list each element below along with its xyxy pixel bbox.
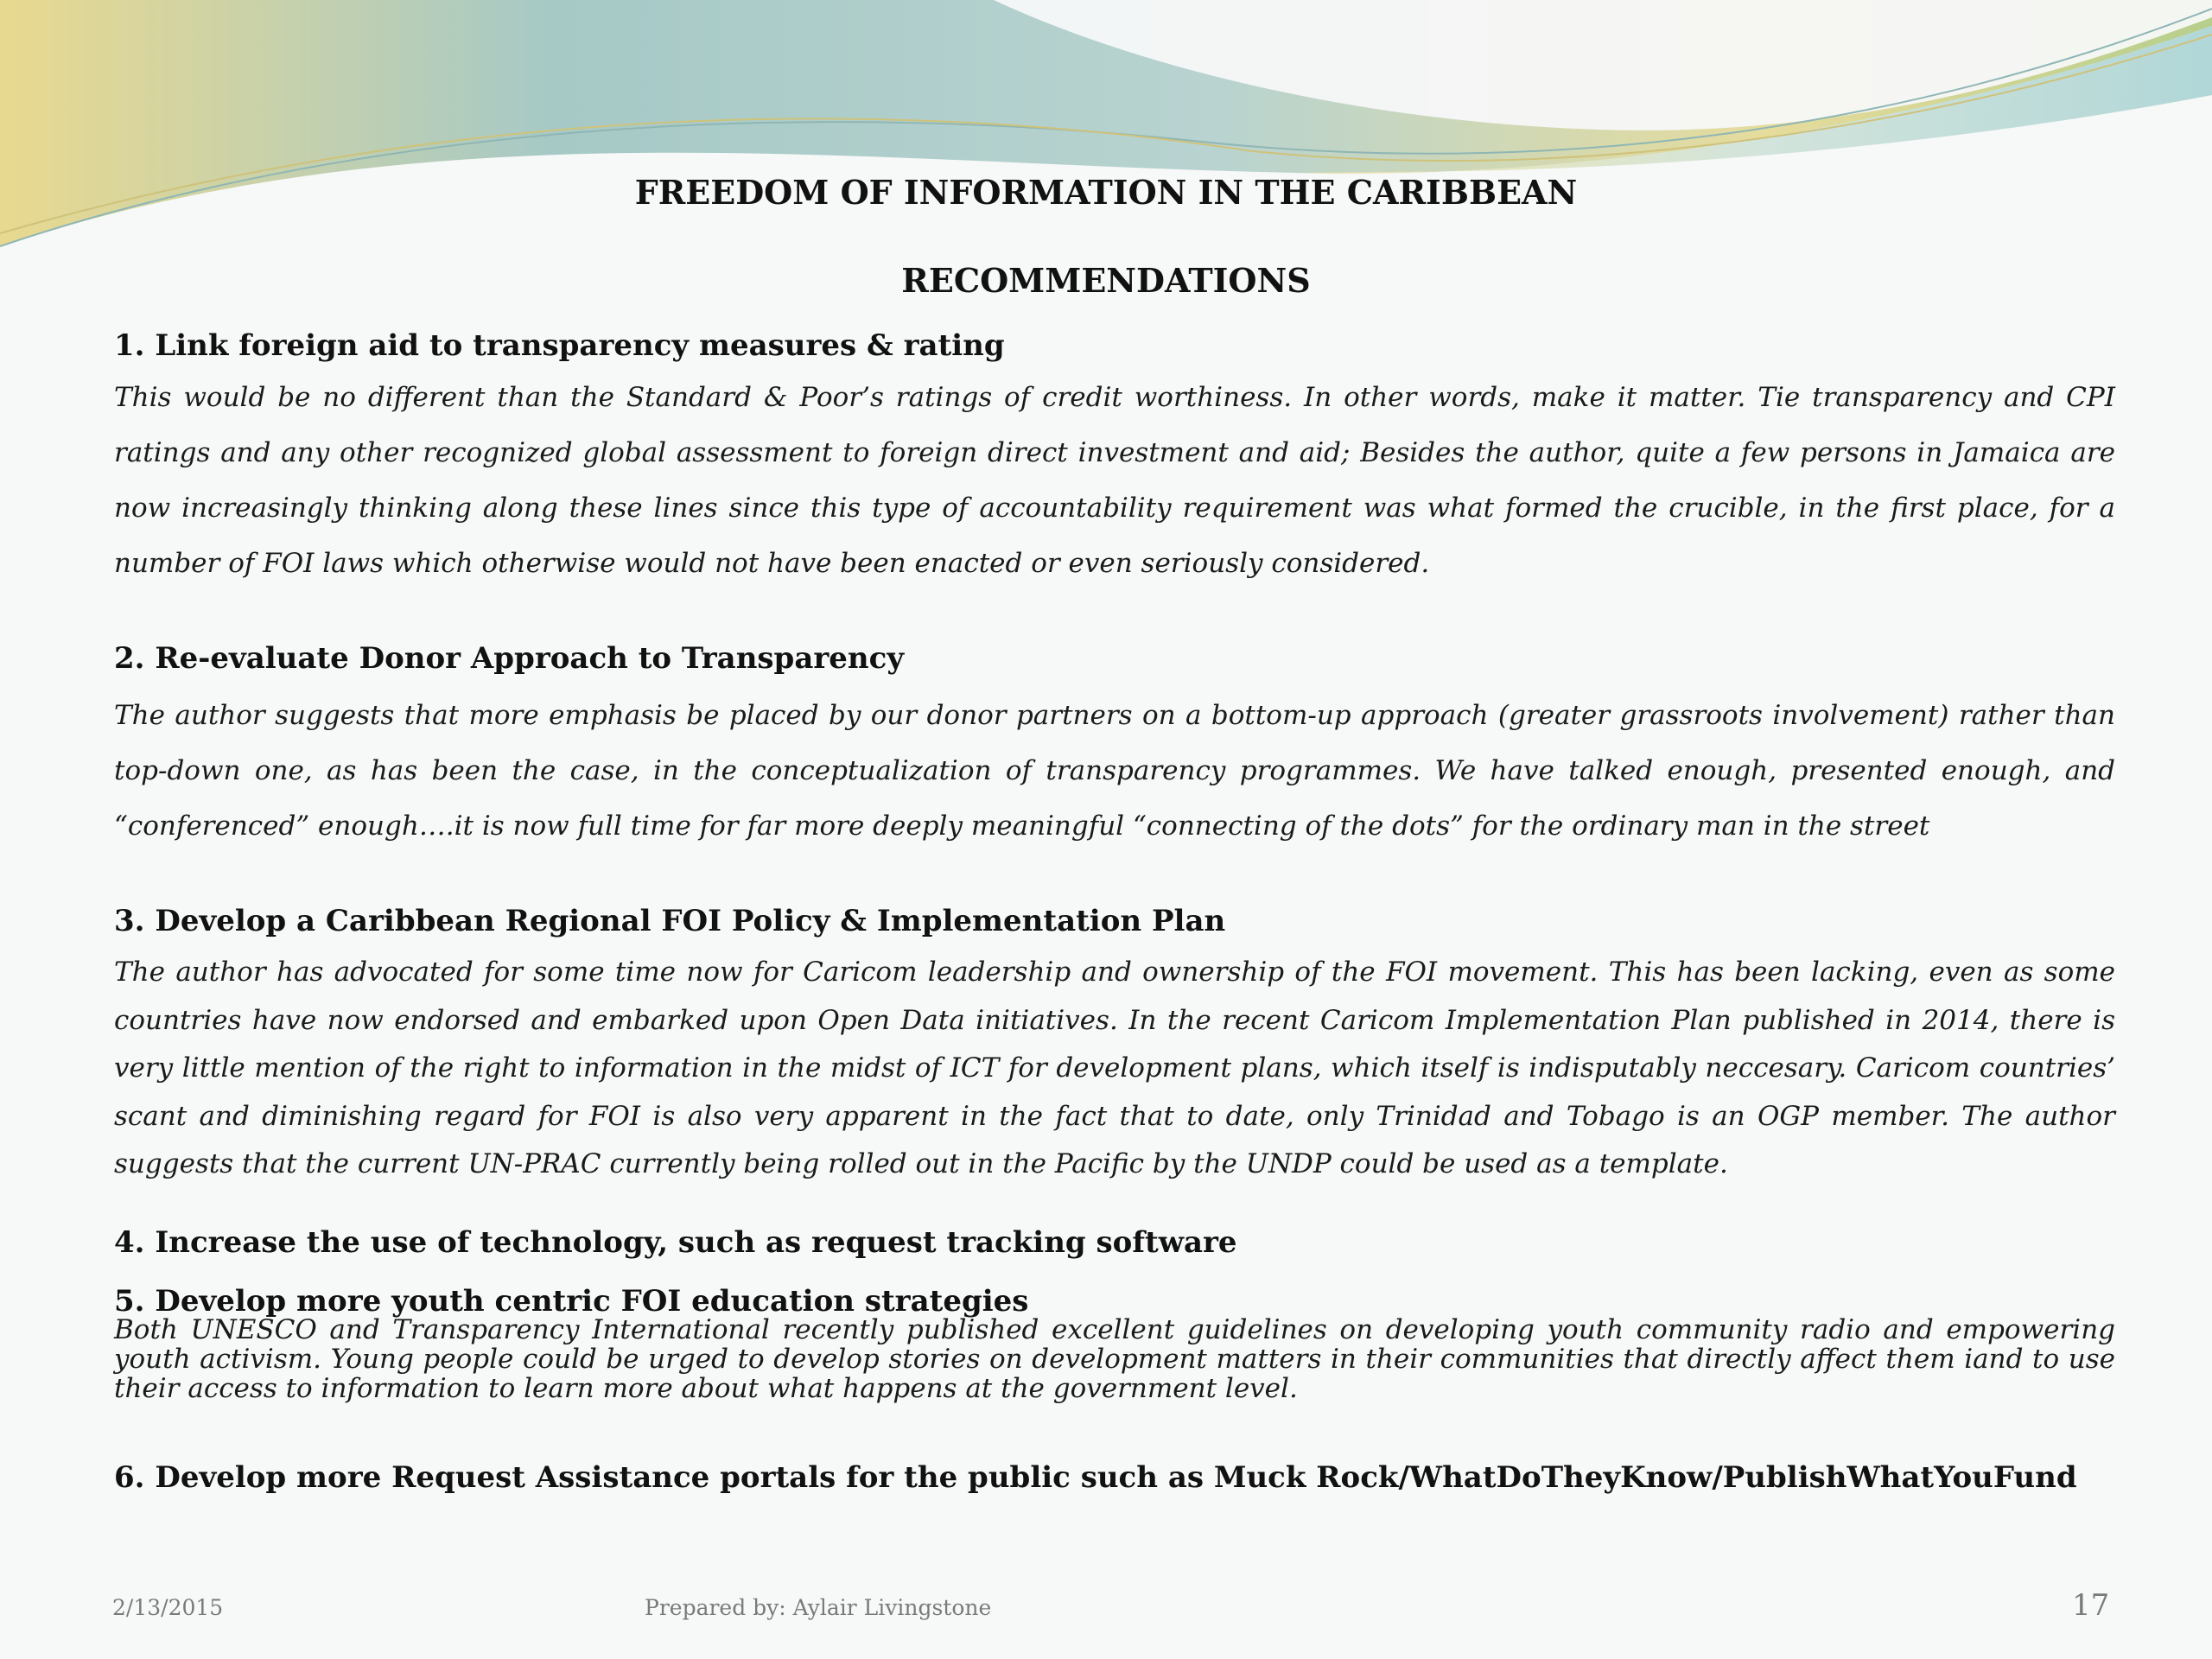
recommendation-1-body: This would be no different than the Standard & Poor’s ratings of credit worthiness. In other words, make it matter. Tie transparency and CPI ratings and any other recognized global assessment to foreign direct investment and aid; Besides the author, quite a few persons in Jamaica are now increasingly thinking along these lines since this type of accountability requirement was what formed the crucible, in the first place, for a number of FOI laws which otherwise would not have been enacted or even seriously considered. (114, 382, 2115, 579)
recommendation-5-heading: 5. Develop more youth centric FOI education strategies (114, 1284, 1029, 1319)
footer-page-number: 17 (2072, 1588, 2110, 1623)
footer-date: 2/13/2015 (112, 1595, 224, 1620)
recommendation-2-heading: 2. Re-evaluate Donor Approach to Transparency (114, 641, 905, 676)
recommendation-5-body: Both UNESCO and Transparency International recently published excellent guidelines on developing youth community radio and empowering youth activism. Young people could be urged to develop stories on development matters in their communities that directly affect them iand to use their access to information to learn more about what happens at the government level. (114, 1314, 2115, 1404)
slide-title: FREEDOM OF INFORMATION IN THE CARIBBEAN (634, 173, 1578, 212)
footer-prepared-by: Prepared by: Aylair Livingstone (645, 1595, 992, 1620)
slide-subtitle: RECOMMENDATIONS (901, 261, 1311, 300)
decorative-header-wave (0, 0, 2212, 259)
recommendation-1-heading: 1. Link foreign aid to transparency measures & rating (114, 328, 1005, 363)
recommendation-6-heading: 6. Develop more Request Assistance portals for the public such as Muck Rock/WhatDoTheyKnow/PublishWhatYouFund (114, 1460, 2077, 1495)
recommendation-3-heading: 3. Develop a Caribbean Regional FOI Policy & Implementation Plan (114, 904, 1226, 938)
recommendation-4-heading: 4. Increase the use of technology, such as request tracking software (114, 1225, 1237, 1260)
recommendation-3-body: The author has advocated for some time now for Caricom leadership and ownership of the FOI movement. This has been lacking, even as some countries have now endorsed and embarked upon Open Data initiatives. In the recent Caricom Implementation Plan published in 2014, there is very little mention of the right to information in the midst of ICT for development plans, which itself is indisputably neccesary. Caricom countries’ scant and diminishing regard for FOI is also very apparent in the fact that to date, only Trinidad and Tobago is an OGP member. The author suggests that the current UN-PRAC currently being rolled out in the Pacific by the UNDP could be used as a template. (114, 957, 2115, 1179)
recommendation-2-body: The author suggests that more emphasis be placed by our donor partners on a bottom-up approach (greater grassroots involvement) rather than top-down one, as has been the case, in the conceptualization of transparency programmes. We have talked enough, presented enough, and “conferenced” enough….it is now full time for far more deeply meaningful “connecting of the dots” for the ordinary man in the street (114, 700, 2115, 842)
